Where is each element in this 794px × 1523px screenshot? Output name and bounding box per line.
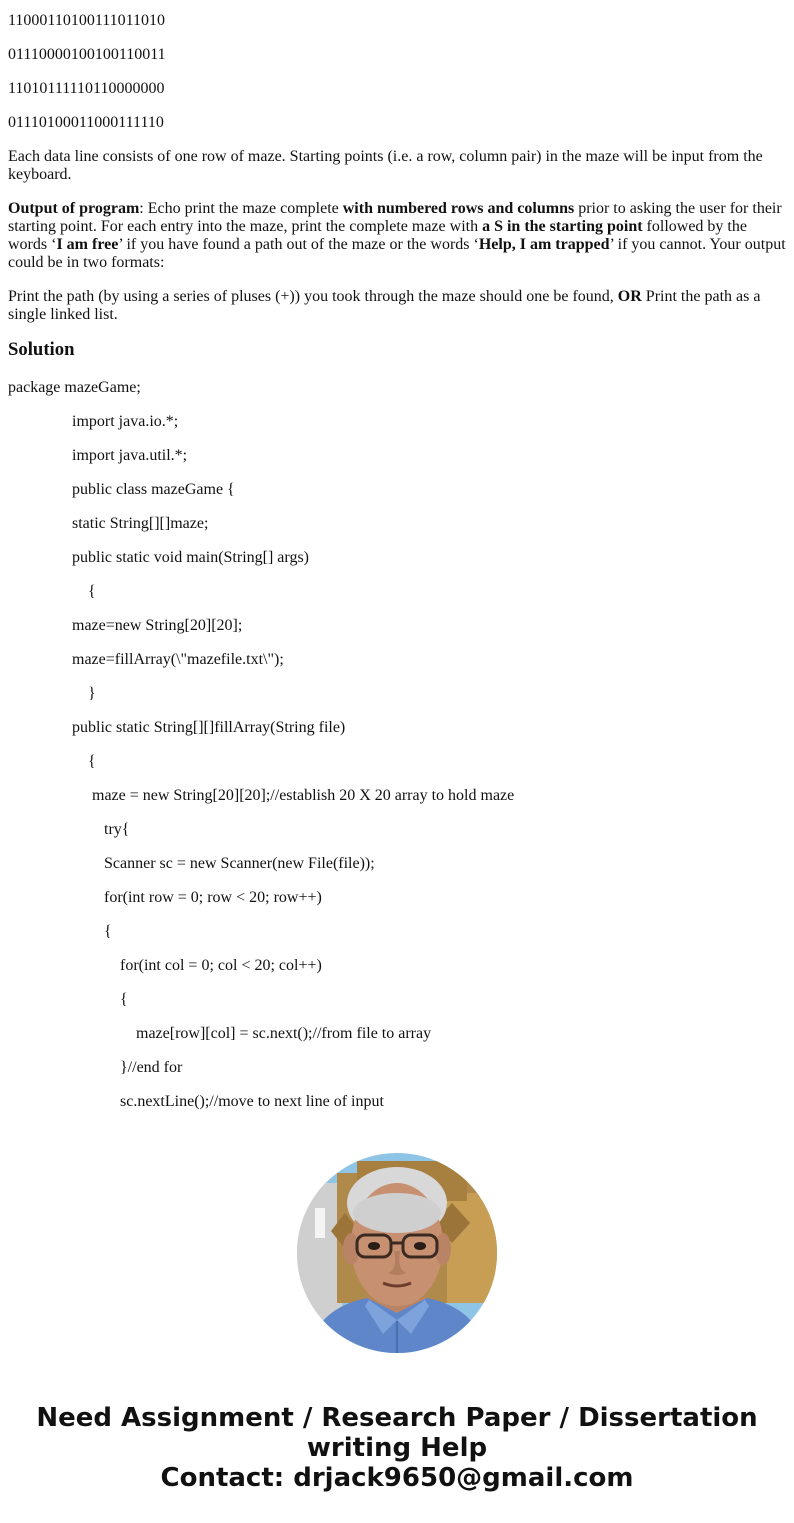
code-line: for(int row = 0; row < 20; row++) <box>104 889 322 906</box>
code-line: public static void main(String[] args) <box>72 549 309 566</box>
code-line: try{ <box>104 821 130 838</box>
output-paragraph: Output of program: Echo print the maze complete with numbered rows and columns prior to asking the user for their starting point. For each entry into the maze, print the complete maze with a S in the starting point followed by the words ‘I am free’ if you have found a path out of the maze or the words ‘Help, I am trapped’ if you cannot. Your output could be in two formats: <box>8 200 786 271</box>
code-line: }//end for <box>120 1059 183 1076</box>
code-line: { <box>88 583 96 600</box>
code-line: package mazeGame; <box>8 379 141 396</box>
maze-row: 01110000100100110011 <box>8 46 166 63</box>
code-line: sc.nextLine();//move to next line of input <box>120 1093 384 1110</box>
code-line: { <box>120 991 128 1008</box>
banner-line: writing Help <box>306 1433 488 1463</box>
code-line: import java.util.*; <box>72 447 188 464</box>
code-line: maze=fillArray(\"mazefile.txt\"); <box>72 651 284 668</box>
maze-row: 11010111110110000000 <box>8 80 165 97</box>
code-line: public class mazeGame { <box>72 481 235 498</box>
document-body <box>8 12 788 1127</box>
portrait-image <box>297 1153 497 1353</box>
maze-row: 01110100011000111110 <box>8 114 164 131</box>
banner-line: Need Assignment / Research Paper / Dissertation <box>36 1403 758 1433</box>
banner-contact-email: Contact: drjack9650@gmail.com <box>160 1463 634 1493</box>
author-photo <box>297 1153 497 1353</box>
maze-row: 11000110100111011010 <box>8 12 166 29</box>
code-line: public static String[][]fillArray(String file) <box>72 719 346 736</box>
output-label: Output of program <box>8 200 140 217</box>
code-line: maze=new String[20][20]; <box>72 617 243 634</box>
code-line: for(int col = 0; col < 20; col++) <box>120 957 322 974</box>
code-line: { <box>88 753 96 770</box>
code-line: } <box>88 685 96 702</box>
code-line: { <box>104 923 112 940</box>
code-line: maze = new String[20][20];//establish 20 X 20 array to hold maze <box>92 787 515 804</box>
code-line: maze[row][col] = sc.next();//from file to array <box>136 1025 432 1042</box>
code-line: Scanner sc = new Scanner(new File(file)); <box>104 855 375 872</box>
code-block <box>8 379 788 1111</box>
code-line: import java.io.*; <box>72 413 179 430</box>
data-line-paragraph: Each data line consists of one row of maze. Starting points (i.e. a row, column pair) in the maze will be input from the keyboard. <box>8 148 763 183</box>
solution-heading: Solution <box>8 339 75 360</box>
print-path-paragraph: Print the path (by using a series of pluses (+)) you took through the maze should one be found, OR Print the path as a single linked list. <box>8 288 761 323</box>
code-line: static String[][]maze; <box>72 515 209 532</box>
contact-banner <box>0 1403 794 1493</box>
